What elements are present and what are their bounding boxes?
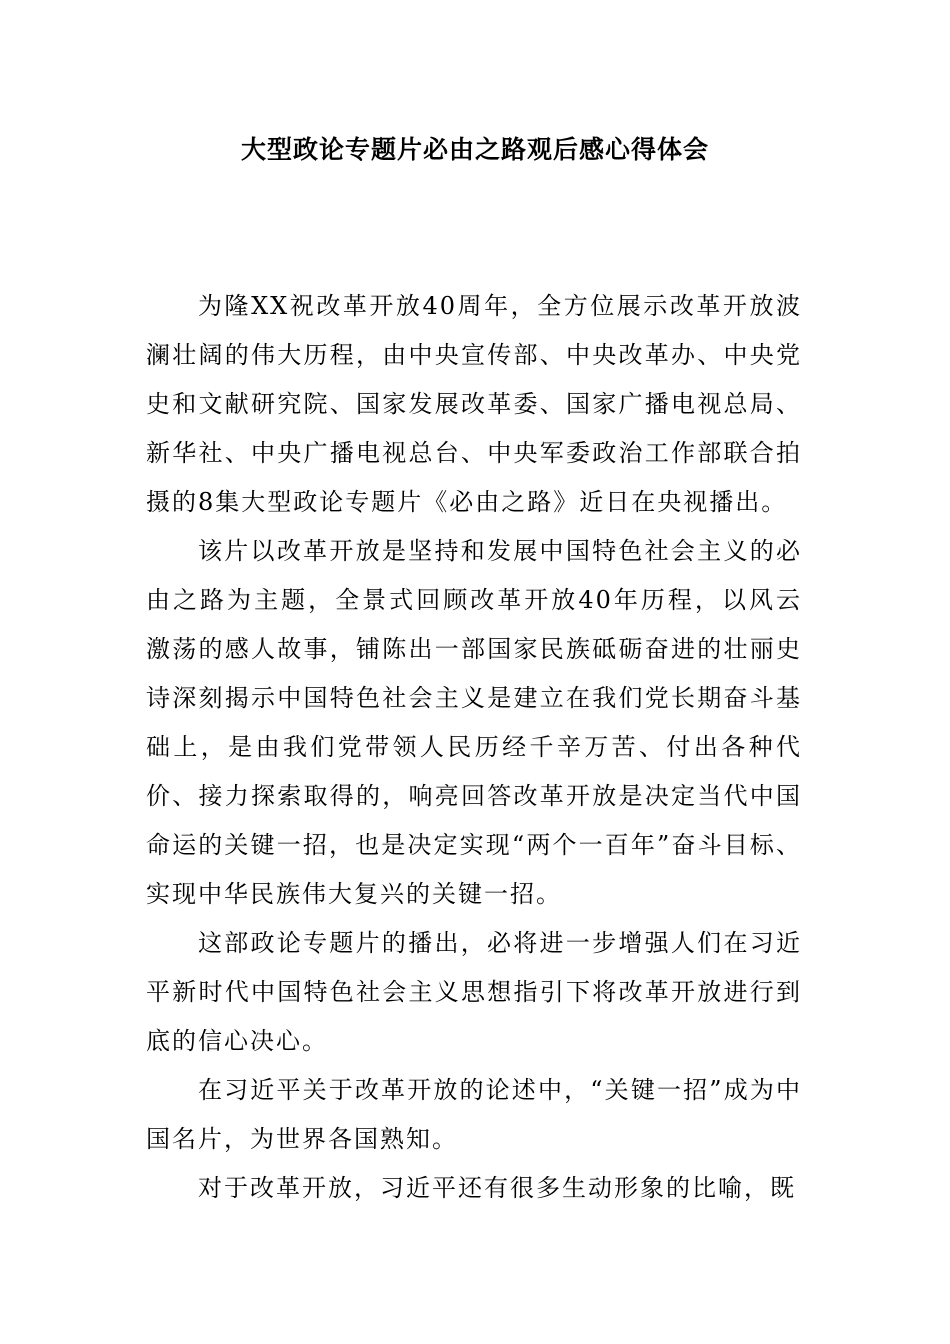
paragraph: 为隆XX祝改革开放40周年，全方位展示改革开放波澜壮阔的伟大历程，由中央宣传部、中央改革办、中央党史和文献研究院、国家发展改革委、国家广播电视总局、新华社、中央广播电视总台、中央军委政治工作部联合拍摄的8集大型政论专题片《必由之路》近日在央视播出。 [146, 292, 802, 516]
document-title: 大型政论专题片必由之路观后感心得体会 [240, 135, 709, 164]
paragraph: 这部政论专题片的播出，必将进一步增强人们在习近平新时代中国特色社会主义思想指引下将改革开放进行到底的信心决心。 [146, 929, 802, 1055]
paragraph: 该片以改革开放是坚持和发展中国特色社会主义的必由之路为主题，全景式回顾改革开放40年历程，以风云激荡的感人故事，铺陈出一部国家民族砥砺奋进的壮丽史诗深刻揭示中国特色社会主义是建立在我们党长期奋斗基础上，是由我们党带领人民历经千辛万苦、付出各种代价、接力探索取得的，响亮回答改革开放是决定当代中国命运的关键一招，也是决定实现“两个一百年”奋斗目标、实现中华民族伟大复兴的关键一招。 [146, 537, 802, 908]
document-body [146, 282, 802, 1213]
paragraph: 对于改革开放，习近平还有很多生动形象的比喻，既 [198, 1174, 796, 1202]
paragraph: 在习近平关于改革开放的论述中，“关键一招”成为中国名片，为世界各国熟知。 [146, 1076, 802, 1153]
